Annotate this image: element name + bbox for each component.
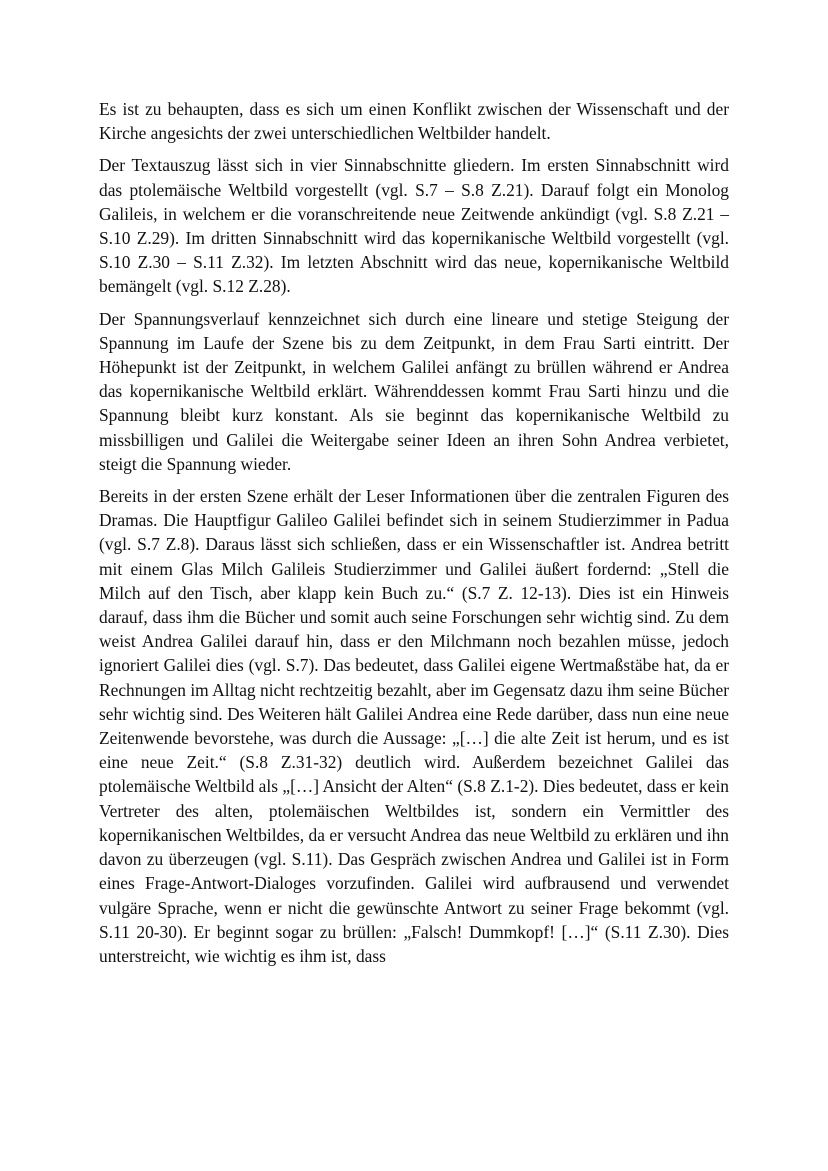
- document-page: [99, 97, 729, 976]
- paragraph-structure: Der Textauszug lässt sich in vier Sinnabschnitte gliedern. Im ersten Sinnabschnitt wird das ptolemäische Weltbild vorgestellt (vgl. S.7 – S.8 Z.21). Darauf folgt ein Monolog Galileis, in welchem er die voranschreitende neue Zeitwende ankündigt (vgl. S.8 Z.21 – S.10 Z.29). Im dritten Sinnabschnitt wird das kopernikanische Weltbild vorgestellt (vgl. S.10 Z.30 – S.11 Z.32). Im letzten Abschnitt wird das neue, kopernikanische Weltbild bemängelt (vgl. S.12 Z.28).: [99, 155, 729, 297]
- paragraph-characters: Bereits in der ersten Szene erhält der Leser Informationen über die zentralen Figuren des Dramas. Die Hauptfigur Galileo Galilei befindet sich in seinem Studierzimmer in Padua (vgl. S.7 Z.8). Daraus lässt sich schließen, dass er ein Wissenschaftler ist. Andrea betritt mit einem Glas Milch Galileis Studierzimmer und Galilei äußert fordernd: „Stell die Milch auf den Tisch, aber klapp kein Buch zu.“ (S.7 Z. 12-13). Dies ist ein Hinweis darauf, dass ihm die Bücher und somit auch seine Forschungen sehr wichtig sind. Zu dem weist Andrea Galilei darauf hin, dass er den Milchmann noch bezahlen müsse, jedoch ignoriert Galilei dies (vgl. S.7). Das bedeutet, dass Galilei eigene Wertmaßstäbe hat, da er Rechnungen im Alltag nicht rechtzeitig bezahlt, aber im Gegensatz dazu ihm seine Bücher sehr wichtig sind. Des Weiteren hält Galilei Andrea eine Rede darüber, dass nun eine neue Zeitenwende bevorstehe, was durch die Aussage: „[…] die alte Zeit ist herum, und es ist eine neue Zeit.“ (S.8 Z.31-32) deutlich wird. Außerdem bezeichnet Galilei das ptolemäische Weltbild als „[…] Ansicht der Alten“ (S.8 Z.1-2). Dies bedeutet, dass er kein Vertreter des alten, ptolemäischen Weltbildes ist, sondern ein Vermittler des kopernikanischen Weltbildes, da er versucht Andrea das neue Weltbild zu erklären und ihn davon zu überzeugen (vgl. S.11). Das Gespräch zwischen Andrea und Galilei ist in Form eines Frage-Antwort-Dialoges vorzufinden. Galilei wird aufbrausend und verwendet vulgäre Sprache, wenn er nicht die gewünschte Antwort zu seiner Frage bekommt (vgl. S.11 20-30). Er beginnt sogar zu brüllen: „Falsch! Dummkopf! […]“ (S.11 Z.30). Dies unterstreicht, wie wichtig es ihm ist, dass: [99, 486, 729, 966]
- paragraph-tension: Der Spannungsverlauf kennzeichnet sich durch eine lineare und stetige Steigung der Spannung im Laufe der Szene bis zu dem Zeitpunkt, in dem Frau Sarti eintritt. Der Höhepunkt ist der Zeitpunkt, in welchem Galilei anfängt zu brüllen während er Andrea das kopernikanische Weltbild erklärt. Währenddessen kommt Frau Sarti hinzu und die Spannung bleibt kurz konstant. Als sie beginnt das kopernikanische Weltbild zu missbilligen und Galilei die Weitergabe seiner Ideen an ihren Sohn Andrea verbietet, steigt die Spannung wieder.: [99, 308, 729, 474]
- paragraph-thesis: Es ist zu behaupten, dass es sich um einen Konflikt zwischen der Wissenschaft und der Kirche angesichts der zwei unterschiedlichen Weltbilder handelt.: [99, 99, 729, 144]
